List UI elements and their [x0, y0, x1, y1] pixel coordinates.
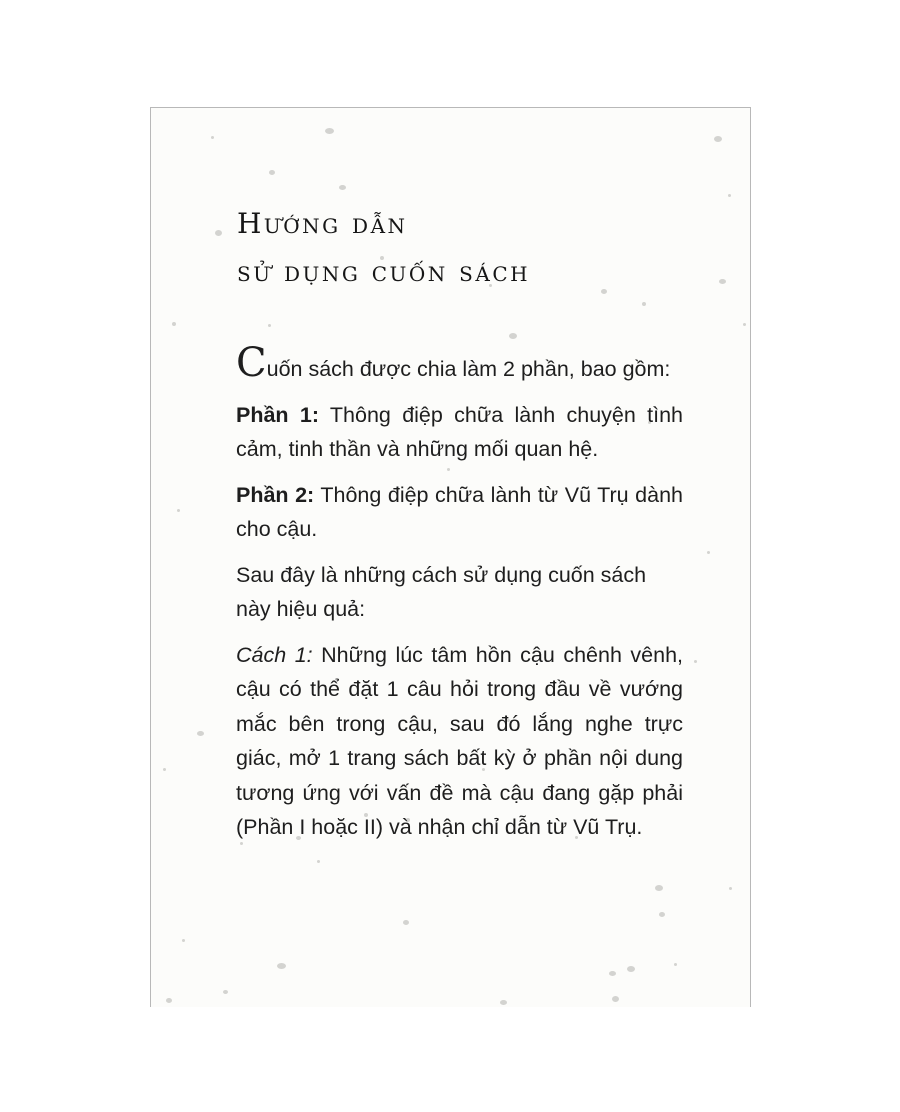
speck	[612, 996, 619, 1002]
speck	[215, 230, 222, 236]
usage-intro-paragraph: Sau đây là những cách sử dụng cuốn sách này hiệu quả:	[236, 562, 647, 621]
part2-paragraph	[236, 478, 683, 547]
speck	[714, 136, 722, 142]
speck	[277, 963, 286, 969]
method1-text: Những lúc tâm hồn cậu chênh vênh, cậu có thể đặt 1 câu hỏi trong đầu về vướng mắc bên trong cậu, sau đó lắng nghe trực giác, mở 1 trang sách bất kỳ ở phần nội dung tương ứng với vấn đề mà cậu đang gặp phải (Phần I hoặc II) và nhận chỉ dẫn từ Vũ Trụ.	[236, 642, 683, 839]
speck	[729, 887, 732, 890]
method1-paragraph	[236, 638, 683, 845]
page-body	[236, 340, 683, 856]
speck	[728, 194, 731, 197]
speck	[177, 509, 180, 512]
speck	[719, 279, 726, 284]
speck	[500, 1000, 507, 1005]
page-title	[237, 200, 530, 296]
speck	[269, 170, 275, 175]
speck	[339, 185, 346, 190]
part1-paragraph	[236, 398, 683, 467]
speck	[642, 302, 646, 306]
speck	[509, 333, 517, 339]
speck	[182, 939, 185, 942]
speck	[403, 920, 409, 925]
part2-label: Phần 2:	[236, 482, 315, 507]
title-line-1: Hướng dẫn	[237, 207, 408, 240]
part1-label: Phần 1:	[236, 402, 319, 427]
intro-text: uốn sách được chia làm 2 phần, bao gồm:	[266, 357, 671, 381]
speck	[325, 128, 334, 134]
intro-paragraph	[236, 340, 683, 387]
speck	[211, 136, 214, 139]
speck	[317, 860, 320, 863]
speck	[659, 912, 665, 917]
speck	[609, 971, 616, 976]
speck	[223, 990, 228, 994]
speck	[707, 551, 710, 554]
speck	[655, 885, 663, 891]
title-line-2: sử dụng cuốn sách	[237, 255, 531, 288]
drop-cap: C	[236, 340, 267, 386]
speck	[743, 323, 746, 326]
method1-label: Cách 1:	[236, 642, 313, 667]
speck	[601, 289, 607, 294]
speck	[166, 998, 172, 1003]
speck	[172, 322, 176, 326]
speck	[163, 768, 166, 771]
part1-text: Thông điệp chữa lành chuyện tình cảm, tinh thần và những mối quan hệ.	[236, 402, 683, 461]
speck	[694, 660, 697, 663]
speck	[674, 963, 677, 966]
speck	[627, 966, 635, 972]
speck	[268, 324, 271, 327]
speck	[197, 731, 204, 736]
book-page	[150, 107, 751, 1007]
part2-text: Thông điệp chữa lành từ Vũ Trụ dành cho cậu.	[236, 482, 683, 541]
